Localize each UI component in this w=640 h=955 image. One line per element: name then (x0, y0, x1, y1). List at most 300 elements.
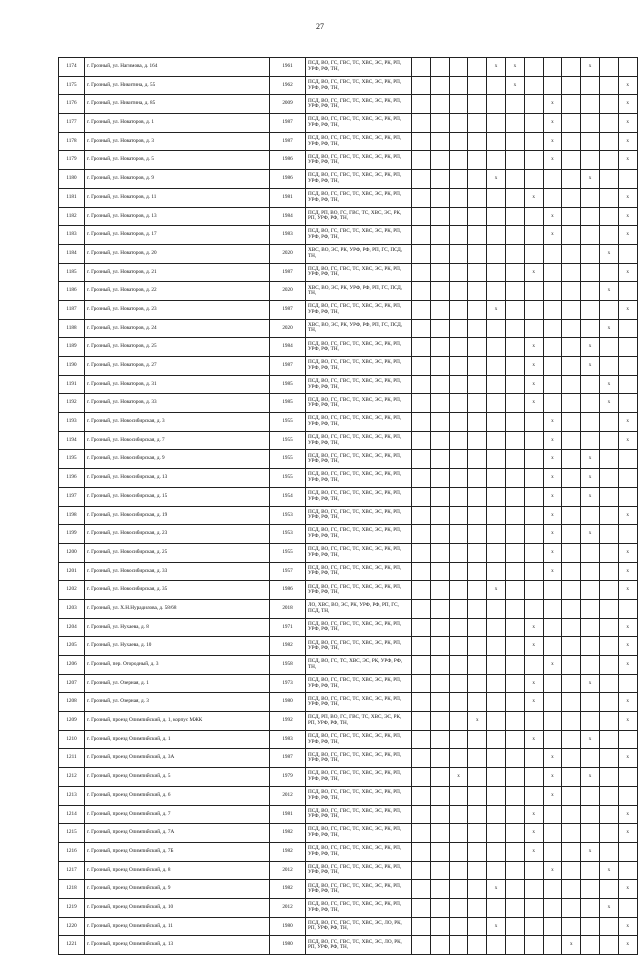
systems-cell: ПСД, ВО, ГС, ГВС, ТС, ХВС, ЭС, РК, РП, УРФ, РФ, ТН, (306, 394, 412, 413)
mark-cell (487, 768, 506, 787)
year-cell: 2012 (270, 861, 306, 880)
mark-cell (562, 188, 581, 207)
mark-cell (487, 207, 506, 226)
mark-cell (412, 188, 431, 207)
mark-cell (487, 95, 506, 114)
year-cell: 1982 (270, 637, 306, 656)
mark-cell (505, 637, 524, 656)
mark-cell (412, 936, 431, 955)
mark-cell (618, 469, 637, 488)
table-row (59, 543, 638, 562)
mark-cell (449, 805, 468, 824)
mark-cell (449, 338, 468, 357)
mark-cell (412, 114, 431, 133)
mark-cell: x (618, 656, 637, 675)
address-cell: г. Грозный, проезд Олимпийский, д. 1, корпус МЖК (85, 712, 270, 731)
address-cell: г. Грозный, ул. Озерная, д. 3 (85, 693, 270, 712)
mark-cell (487, 375, 506, 394)
mark-cell (505, 824, 524, 843)
mark-cell: x (524, 394, 543, 413)
table-row (59, 114, 638, 133)
mark-cell (505, 842, 524, 861)
row-number-cell: 1174 (59, 58, 85, 77)
systems-cell: ПСД, ВО, ГС, ГВС, ТС, ХВС, ЭС, РК, РП, УРФ, РФ, ТН, (306, 898, 412, 917)
mark-cell (505, 880, 524, 899)
mark-cell: x (618, 226, 637, 245)
year-cell: 1955 (270, 469, 306, 488)
mark-cell (581, 431, 600, 450)
mark-cell (468, 506, 487, 525)
mark-cell (505, 506, 524, 525)
mark-cell (543, 300, 562, 319)
mark-cell (468, 543, 487, 562)
mark-cell (599, 805, 618, 824)
mark-cell (543, 712, 562, 731)
mark-cell (505, 151, 524, 170)
mark-cell (618, 375, 637, 394)
mark-cell: x (543, 656, 562, 675)
table-row (59, 768, 638, 787)
mark-cell (430, 375, 449, 394)
mark-cell (524, 599, 543, 618)
mark-cell: x (524, 188, 543, 207)
mark-cell (468, 562, 487, 581)
mark-cell (449, 375, 468, 394)
mark-cell (468, 151, 487, 170)
mark-cell (543, 58, 562, 77)
mark-cell (505, 188, 524, 207)
mark-cell (505, 656, 524, 675)
year-cell: 1987 (270, 263, 306, 282)
address-cell: г. Грозный, проезд Олимпийский, д. 11 (85, 917, 270, 936)
mark-cell: x (524, 842, 543, 861)
mark-cell (487, 244, 506, 263)
year-cell: 1986 (270, 170, 306, 189)
address-cell: г. Грозный, ул. Новосибирская, д. 19 (85, 506, 270, 525)
year-cell: 1985 (270, 375, 306, 394)
mark-cell: x (543, 786, 562, 805)
mark-cell: x (524, 375, 543, 394)
year-cell: 1955 (270, 413, 306, 432)
systems-cell: ПСД, РП, ВО, ГС, ГВС, ТС, ХВС, ЭС, РК, РП, УРФ, РФ, ТН, (306, 712, 412, 731)
systems-cell: ПСД, ВО, ГС, ГВС, ТС, ХВС, ЭС, РК, РП, УРФ, РФ, ТН, (306, 693, 412, 712)
mark-cell (468, 842, 487, 861)
mark-cell (430, 824, 449, 843)
mark-cell (449, 207, 468, 226)
mark-cell (562, 244, 581, 263)
mark-cell (618, 58, 637, 77)
mark-cell (468, 263, 487, 282)
mark-cell (487, 282, 506, 301)
mark-cell (487, 618, 506, 637)
mark-cell (487, 506, 506, 525)
mark-cell (449, 319, 468, 338)
year-cell: 1953 (270, 525, 306, 544)
mark-cell: x (487, 170, 506, 189)
mark-cell (562, 805, 581, 824)
mark-cell (599, 656, 618, 675)
mark-cell: x (618, 712, 637, 731)
row-number-cell: 1178 (59, 132, 85, 151)
systems-cell: ХВС, ВО, ЭС, РК, УРФ, РФ, РП, ГС, ПСД, ТН, (306, 244, 412, 263)
mark-cell (581, 936, 600, 955)
address-cell: г. Грозный, проезд Олимпийский, д. 9 (85, 880, 270, 899)
address-cell: г. Грозный, ул. Новосибирская, д. 3 (85, 413, 270, 432)
mark-cell (468, 599, 487, 618)
mark-cell (412, 749, 431, 768)
mark-cell (487, 338, 506, 357)
year-cell: 1984 (270, 338, 306, 357)
mark-cell (430, 487, 449, 506)
systems-cell: ПСД, ВО, ГС, ГВС, ТС, ХВС, ЭС, РК, РП, УРФ, РФ, ТН, (306, 431, 412, 450)
address-cell: г. Грозный, проезд Олимпийский, д. 10 (85, 898, 270, 917)
mark-cell (581, 786, 600, 805)
mark-cell (430, 917, 449, 936)
mark-cell (524, 431, 543, 450)
mark-cell (487, 730, 506, 749)
mark-cell (524, 226, 543, 245)
mark-cell (487, 188, 506, 207)
systems-cell: ПСД, ВО, ГС, ГВС, ТС, ХВС, ЭС, РК, РП, УРФ, РФ, ТН, (306, 375, 412, 394)
systems-cell: ПСД, ВО, ГС, ГВС, ТС, ХВС, ЭС, ЛО, РК, РП, УРФ, РФ, ТН, (306, 917, 412, 936)
mark-cell: x (618, 263, 637, 282)
mark-cell (618, 244, 637, 263)
table-row (59, 413, 638, 432)
row-number-cell: 1179 (59, 151, 85, 170)
systems-cell: ПСД, ВО, ГС, ГВС, ТС, ХВС, ЭС, РК, РП, УРФ, РФ, ТН, (306, 749, 412, 768)
mark-cell (543, 637, 562, 656)
mark-cell (430, 730, 449, 749)
mark-cell: x (599, 898, 618, 917)
mark-cell (599, 786, 618, 805)
mark-cell (543, 674, 562, 693)
mark-cell (505, 431, 524, 450)
mark-cell (430, 898, 449, 917)
mark-cell (543, 805, 562, 824)
address-cell: г. Грозный, ул. Новосибирская, д. 9 (85, 450, 270, 469)
mark-cell (430, 749, 449, 768)
mark-cell (468, 450, 487, 469)
mark-cell (599, 730, 618, 749)
mark-cell: x (618, 824, 637, 843)
mark-cell: x (524, 357, 543, 376)
mark-cell (543, 282, 562, 301)
mark-cell (543, 880, 562, 899)
table-row (59, 861, 638, 880)
mark-cell (412, 170, 431, 189)
mark-cell (505, 207, 524, 226)
mark-cell (581, 693, 600, 712)
mark-cell (505, 394, 524, 413)
table-row (59, 226, 638, 245)
mark-cell (618, 786, 637, 805)
table-row (59, 357, 638, 376)
mark-cell (562, 95, 581, 114)
table-row (59, 244, 638, 263)
mark-cell: x (581, 525, 600, 544)
systems-cell: ПСД, ВО, ГС, ГВС, ТС, ХВС, ЭС, РК, РП, УРФ, РФ, ТН, (306, 413, 412, 432)
mark-cell (449, 824, 468, 843)
year-cell: 1981 (270, 805, 306, 824)
mark-cell: x (618, 637, 637, 656)
mark-cell: x (599, 282, 618, 301)
mark-cell (412, 842, 431, 861)
row-number-cell: 1213 (59, 786, 85, 805)
mark-cell (599, 637, 618, 656)
mark-cell (487, 637, 506, 656)
mark-cell (430, 132, 449, 151)
mark-cell (562, 319, 581, 338)
mark-cell (524, 76, 543, 95)
mark-cell (412, 207, 431, 226)
mark-cell: x (581, 170, 600, 189)
mark-cell (505, 263, 524, 282)
mark-cell: x (618, 880, 637, 899)
mark-cell: x (618, 300, 637, 319)
mark-cell (581, 506, 600, 525)
mark-cell (468, 749, 487, 768)
mark-cell (618, 599, 637, 618)
mark-cell (430, 394, 449, 413)
mark-cell (449, 656, 468, 675)
mark-cell: x (599, 319, 618, 338)
systems-cell: ПСД, ВО, ГС, ГВС, ТС, ХВС, ЭС, РК, РП, УРФ, РФ, ТН, (306, 114, 412, 133)
row-number-cell: 1216 (59, 842, 85, 861)
mark-cell (562, 842, 581, 861)
mark-cell (505, 786, 524, 805)
row-number-cell: 1207 (59, 674, 85, 693)
mark-cell (468, 413, 487, 432)
address-cell: г. Грозный, ул. Новосибирская, д. 25 (85, 543, 270, 562)
mark-cell: x (618, 132, 637, 151)
mark-cell (449, 506, 468, 525)
mark-cell (487, 76, 506, 95)
mark-cell (581, 300, 600, 319)
mark-cell (412, 786, 431, 805)
mark-cell (412, 730, 431, 749)
mark-cell (562, 487, 581, 506)
mark-cell (505, 525, 524, 544)
mark-cell (412, 375, 431, 394)
mark-cell (599, 151, 618, 170)
address-cell: г. Грозный, ул. Новаторов, д. 31 (85, 375, 270, 394)
mark-cell (562, 114, 581, 133)
mark-cell (430, 95, 449, 114)
mark-cell (599, 842, 618, 861)
mark-cell (412, 357, 431, 376)
mark-cell: x (618, 413, 637, 432)
mark-cell (412, 824, 431, 843)
mark-cell (581, 656, 600, 675)
systems-cell: ПСД, ВО, ГС, ГВС, ТС, ХВС, ЭС, РК, РП, УРФ, РФ, ТН, (306, 132, 412, 151)
mark-cell (543, 730, 562, 749)
systems-cell: ПСД, ВО, ГС, ГВС, ТС, ХВС, ЭС, РК, РП, УРФ, РФ, ТН, (306, 525, 412, 544)
row-number-cell: 1191 (59, 375, 85, 394)
mark-cell (581, 917, 600, 936)
table-row (59, 375, 638, 394)
mark-cell (468, 300, 487, 319)
mark-cell (581, 618, 600, 637)
table-row (59, 300, 638, 319)
systems-cell: ПСД, ВО, ГС, ГВС, ТС, ХВС, ЭС, РК, РП, УРФ, РФ, ТН, (306, 151, 412, 170)
systems-cell: ПСД, ВО, ГС, ГВС, ТС, ХВС, ЭС, РК, РП, УРФ, РФ, ТН, (306, 730, 412, 749)
mark-cell (430, 637, 449, 656)
systems-cell: ПСД, ВО, ГС, ГВС, ТС, ХВС, ЭС, РК, РП, УРФ, РФ, ТН, (306, 805, 412, 824)
mark-cell (581, 562, 600, 581)
systems-cell: ПСД, ВО, ГС, ГВС, ТС, ХВС, ЭС, РК, РП, УРФ, РФ, ТН, (306, 450, 412, 469)
row-number-cell: 1185 (59, 263, 85, 282)
mark-cell: x (581, 730, 600, 749)
mark-cell: x (581, 338, 600, 357)
mark-cell (430, 357, 449, 376)
table-row (59, 282, 638, 301)
mark-cell (430, 58, 449, 77)
row-number-cell: 1198 (59, 506, 85, 525)
row-number-cell: 1184 (59, 244, 85, 263)
address-cell: г. Грозный, ул. Новосибирская, д. 7 (85, 431, 270, 450)
table-row (59, 712, 638, 731)
mark-cell (599, 357, 618, 376)
mark-cell (487, 525, 506, 544)
mark-cell (449, 712, 468, 731)
mark-cell (468, 357, 487, 376)
mark-cell (487, 357, 506, 376)
mark-cell (430, 244, 449, 263)
mark-cell (562, 730, 581, 749)
mark-cell (487, 842, 506, 861)
mark-cell (599, 469, 618, 488)
table-row (59, 936, 638, 955)
mark-cell (618, 730, 637, 749)
mark-cell (487, 749, 506, 768)
mark-cell (505, 244, 524, 263)
year-cell: 1955 (270, 543, 306, 562)
address-cell: г. Грозный, ул. Никитина, д. 85 (85, 95, 270, 114)
year-cell: 1985 (270, 394, 306, 413)
mark-cell (543, 357, 562, 376)
address-cell: г. Грозный, ул. Нухаева, д. 10 (85, 637, 270, 656)
mark-cell (430, 842, 449, 861)
mark-cell (449, 413, 468, 432)
mark-cell (430, 319, 449, 338)
mark-cell (412, 132, 431, 151)
year-cell: 1987 (270, 749, 306, 768)
mark-cell (562, 786, 581, 805)
mark-cell (562, 693, 581, 712)
mark-cell (449, 786, 468, 805)
mark-cell (449, 450, 468, 469)
mark-cell (618, 319, 637, 338)
mark-cell: x (543, 207, 562, 226)
mark-cell (468, 618, 487, 637)
mark-cell (487, 674, 506, 693)
mark-cell (449, 880, 468, 899)
year-cell: 1953 (270, 506, 306, 525)
mark-cell (618, 357, 637, 376)
mark-cell: x (543, 413, 562, 432)
mark-cell (524, 300, 543, 319)
mark-cell: x (524, 637, 543, 656)
row-number-cell: 1203 (59, 599, 85, 618)
mark-cell (618, 842, 637, 861)
mark-cell (449, 487, 468, 506)
mark-cell (449, 693, 468, 712)
mark-cell: x (524, 693, 543, 712)
address-cell: г. Грозный, ул. Новаторов, д. 11 (85, 188, 270, 207)
address-cell: г. Грозный, ул. Новосибирская, д. 33 (85, 562, 270, 581)
mark-cell (468, 674, 487, 693)
year-cell: 1987 (270, 114, 306, 133)
mark-cell (581, 861, 600, 880)
mark-cell (543, 693, 562, 712)
year-cell: 2020 (270, 244, 306, 263)
mark-cell: x (618, 151, 637, 170)
address-cell: г. Грозный, ул. Новаторов, д. 20 (85, 244, 270, 263)
mark-cell (505, 375, 524, 394)
address-cell: г. Грозный, проезд Олимпийский, д. 6 (85, 786, 270, 805)
year-cell: 1962 (270, 76, 306, 95)
mark-cell (562, 562, 581, 581)
mark-cell (599, 824, 618, 843)
address-cell: г. Грозный, ул. Озерная, д. 1 (85, 674, 270, 693)
table-row (59, 880, 638, 899)
mark-cell (430, 543, 449, 562)
row-number-cell: 1201 (59, 562, 85, 581)
mark-cell (562, 226, 581, 245)
table-row (59, 562, 638, 581)
systems-cell: ПСД, ВО, ГС, ГВС, ТС, ХВС, ЭС, РК, РП, УРФ, РФ, ТН, (306, 226, 412, 245)
systems-cell: ПСД, ВО, ГС, ГВС, ТС, ХВС, ЭС, РК, РП, УРФ, РФ, ТН, (306, 618, 412, 637)
mark-cell: x (543, 543, 562, 562)
mark-cell: x (618, 76, 637, 95)
mark-cell (562, 618, 581, 637)
systems-cell: ПСД, ВО, ГС, ГВС, ТС, ХВС, ЭС, РК, РП, УРФ, РФ, ТН, (306, 188, 412, 207)
mark-cell: x (487, 581, 506, 600)
mark-cell (599, 76, 618, 95)
mark-cell (581, 824, 600, 843)
row-number-cell: 1210 (59, 730, 85, 749)
mark-cell (524, 58, 543, 77)
row-number-cell: 1189 (59, 338, 85, 357)
mark-cell (524, 543, 543, 562)
systems-cell: ЛО, ХВС, ВО, ЭС, РК, УРФ, РФ, РП, ГС, ПСД, ТН, (306, 599, 412, 618)
year-cell: 2012 (270, 898, 306, 917)
mark-cell (562, 525, 581, 544)
mark-cell (524, 151, 543, 170)
mark-cell: x (581, 842, 600, 861)
table-row (59, 824, 638, 843)
mark-cell (599, 599, 618, 618)
mark-cell (524, 132, 543, 151)
mark-cell (412, 431, 431, 450)
mark-cell (468, 282, 487, 301)
mark-cell (487, 562, 506, 581)
mark-cell (562, 917, 581, 936)
systems-cell: ПСД, ВО, ГС, ГВС, ТС, ХВС, ЭС, РК, РП, УРФ, РФ, ТН, (306, 76, 412, 95)
table-row (59, 674, 638, 693)
mark-cell (449, 170, 468, 189)
mark-cell (449, 244, 468, 263)
mark-cell (562, 413, 581, 432)
mark-cell (581, 413, 600, 432)
systems-cell: ПСД, ВО, ГС, ГВС, ТС, ХВС, ЭС, РК, РП, УРФ, РФ, ТН, (306, 786, 412, 805)
mark-cell (505, 599, 524, 618)
mark-cell (449, 842, 468, 861)
table-row (59, 188, 638, 207)
mark-cell (505, 917, 524, 936)
mark-cell (599, 431, 618, 450)
mark-cell (505, 132, 524, 151)
